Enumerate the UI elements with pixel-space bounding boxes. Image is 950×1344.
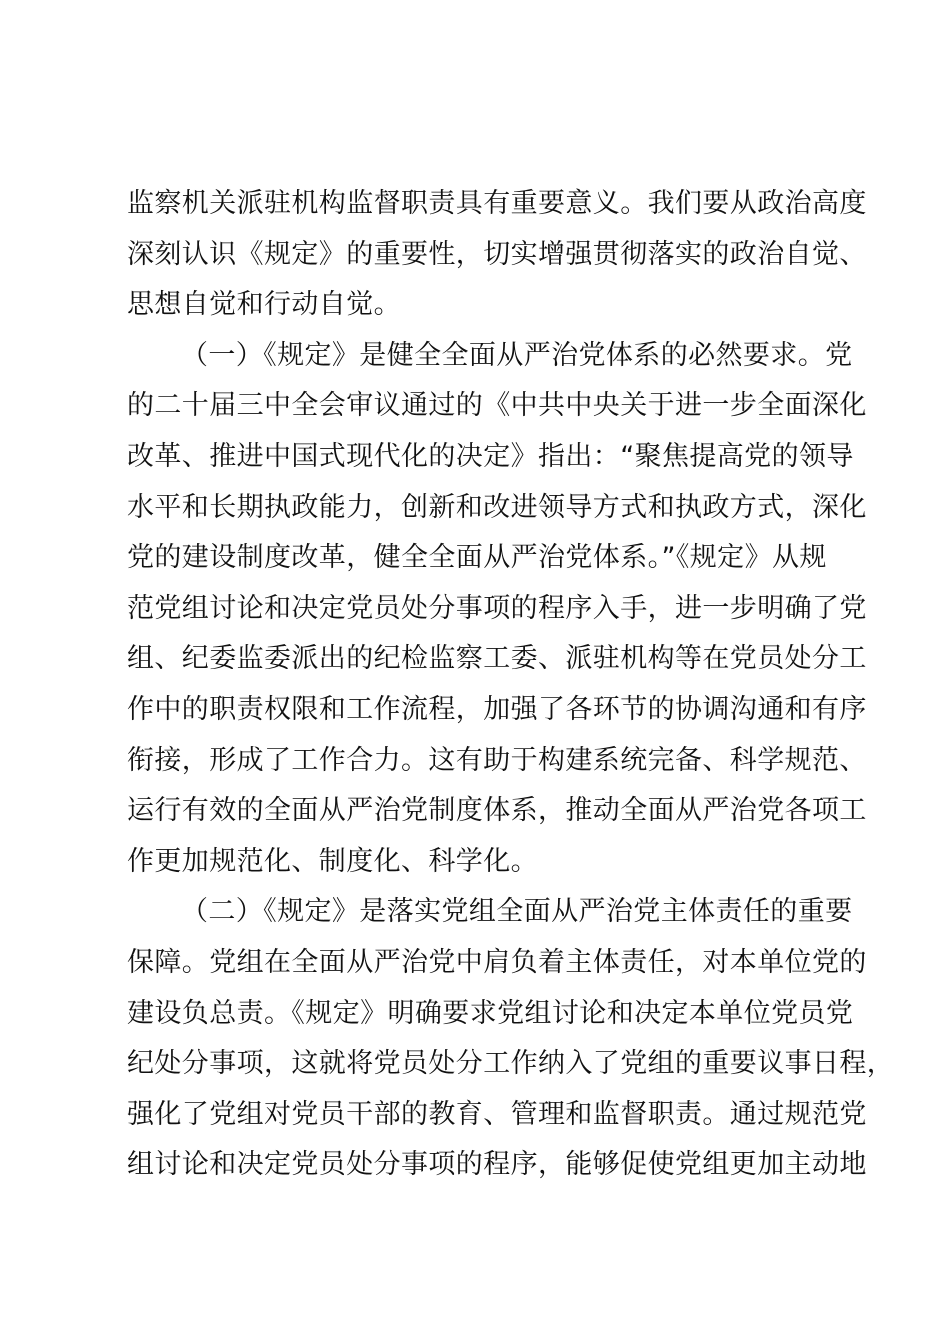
text-line: 监察机关派驻机构监督职责具有重要意义。我们要从政治高度 [127,188,867,219]
text-line: 作中的职责权限和工作流程，加强了各环节的协调沟通和有序 [127,693,867,725]
text-line: 建设负总责。《规定》明确要求党组讨论和决定本单位党员党 [127,997,854,1029]
body-text [127,179,895,1191]
text-line: 保障。党组在全面从严治党中肩负着主体责任，对本单位党的 [127,946,867,978]
text-line: 党的建设制度改革，健全全面从严治党体系。”《规定》从规 [127,542,827,574]
text-line: 作更加规范化、制度化、科学化。 [127,845,538,877]
text-line: 组讨论和决定党员处分事项的程序，能够促使党组更加主动地 [127,1149,867,1181]
text-line: 水平和长期执政能力，创新和改进领导方式和执政方式，深化 [127,491,867,523]
text-line: 强化了党组对党员干部的教育、管理和监督职责。通过规范党 [127,1098,867,1130]
text-line: 的二十届三中全会审议通过的《中共中央关于进一步全面深化 [127,390,867,422]
text-line: 组、纪委监委派出的纪检监察工委、派驻机构等在党员处分工 [127,643,867,675]
text-line: 深刻认识《规定》的重要性，切实增强贯彻落实的政治自觉、 [127,238,867,270]
text-line: 范党组讨论和决定党员处分事项的程序入手，进一步明确了党 [127,592,867,624]
paragraph-heading-line: （二）《规定》是落实党组全面从严治党主体责任的重要 [181,896,853,928]
paragraph-heading-line: （一）《规定》是健全全面从严治党体系的必然要求。党 [181,339,853,371]
text-line: 纪处分事项，这就将党员处分工作纳入了党组的重要议事日程， [127,1048,895,1080]
text-line: 思想自觉和行动自觉。 [127,289,401,321]
text-line: 运行有效的全面从严治党制度体系，推动全面从严治党各项工 [127,795,867,827]
text-line: 改革、推进中国式现代化的决定》指出：“聚焦提高党的领导 [127,440,854,472]
text-line: 衔接，形成了工作合力。这有助于构建系统完备、科学规范、 [127,744,867,776]
